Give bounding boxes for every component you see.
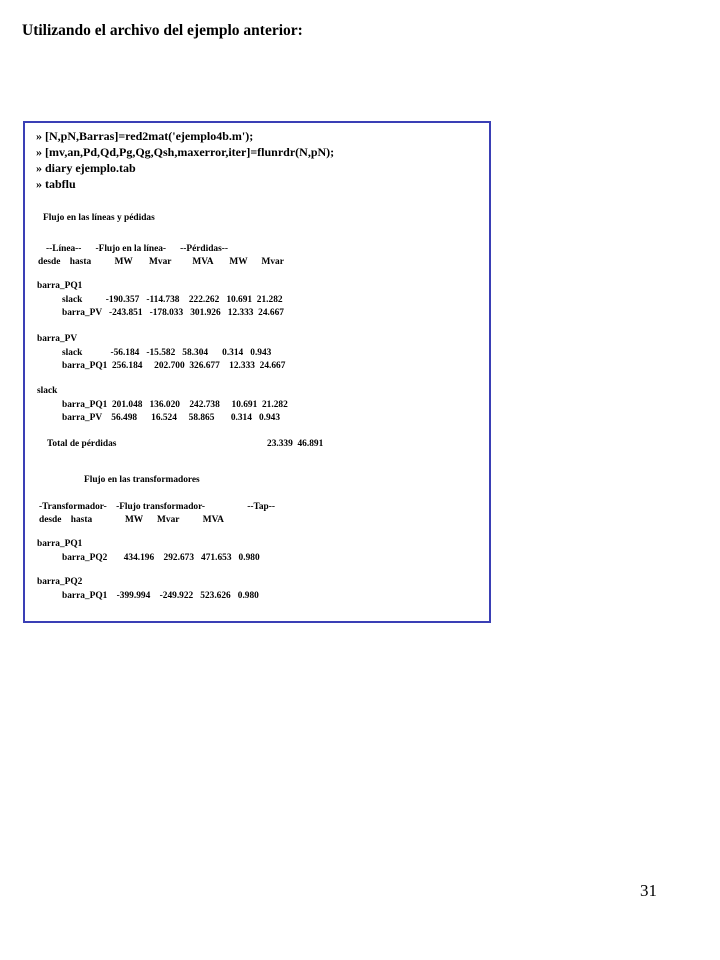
console-output-box: [23, 121, 491, 623]
transformers-group-header: -Transformador- -Flujo transformador- --Tap--: [39, 502, 275, 512]
command-line: » [N,pN,Barras]=red2mat('ejemplo4b.m');: [36, 129, 254, 143]
flow-row: barra_PV -243.851 -178.033 301.926 12.333 24.667: [62, 308, 284, 318]
page-number: 31: [640, 881, 657, 900]
lines-column-header: desde hasta MW Mvar MVA MW Mvar: [38, 257, 284, 267]
total-losses-label: Total de pérdidas: [47, 439, 117, 449]
from-bus-label: barra_PQ1: [37, 281, 83, 291]
flow-row: barra_PQ1 256.184 202.700 326.677 12.333 24.667: [62, 361, 286, 371]
flow-row: slack -56.184 -15.582 58.304 0.314 0.943: [62, 348, 272, 358]
flow-row: barra_PQ1 -399.994 -249.922 523.626 0.980: [62, 591, 259, 601]
from-bus-label: barra_PV: [37, 334, 78, 344]
command-line: » tabflu: [36, 177, 76, 191]
command-line: » diary ejemplo.tab: [36, 161, 136, 175]
command-line: » [mv,an,Pd,Qd,Pg,Qg,Qsh,maxerror,iter]=flunrdr(N,pN);: [36, 145, 335, 159]
flow-row: barra_PQ2 434.196 292.673 471.653 0.980: [62, 553, 260, 563]
transformers-column-header: desde hasta MW Mvar MVA: [39, 515, 224, 525]
lines-section-heading: Flujo en las líneas y pédidas: [43, 213, 155, 223]
flow-row: barra_PQ1 201.048 136.020 242.738 10.691 21.282: [62, 400, 288, 410]
from-bus-label: barra_PQ2: [37, 577, 83, 587]
from-bus-label: slack: [37, 386, 58, 396]
lines-group-header: --Línea-- -Flujo en la línea- --Pérdidas--: [46, 244, 229, 254]
slide-title: Utilizando el archivo del ejemplo anterior:: [22, 22, 303, 39]
command-list: [36, 128, 334, 192]
flow-row: barra_PV 56.498 16.524 58.865 0.314 0.943: [62, 413, 281, 423]
total-losses-values: 23.339 46.891: [267, 439, 324, 449]
transformers-section-heading: Flujo en las transformadores: [84, 475, 200, 485]
flow-row: slack -190.357 -114.738 222.262 10.691 21.282: [62, 295, 283, 305]
from-bus-label: barra_PQ1: [37, 539, 83, 549]
